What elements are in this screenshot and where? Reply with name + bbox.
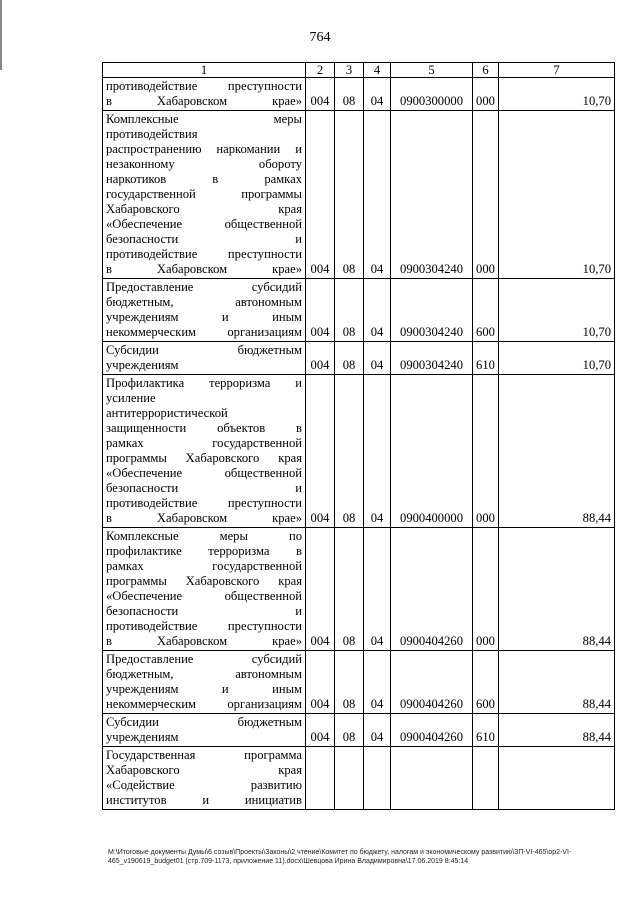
row-name-line: безопасности и [106,481,302,495]
row-name-line: Комплексные меры по [106,529,302,543]
code-cell: 04 [364,342,391,375]
code-cell: 004 [306,714,335,747]
code-cell [306,747,335,810]
budget-table [102,62,615,810]
code-cell: 004 [306,111,335,279]
code-cell: 0900404260 [391,714,473,747]
code-cell [335,747,364,810]
column-header: 3 [335,63,364,78]
table-row [103,528,615,651]
page-number: 764 [309,30,331,45]
row-name-line: в Хабаровском крае» [106,262,302,276]
code-cell: 004 [306,78,335,111]
row-name-line: Субсидии бюджетным [106,343,302,357]
code-cell: 0900400000 [391,375,473,528]
row-name-line: защищенности объектов в [106,421,302,435]
code-cell: 08 [335,375,364,528]
code-cell: 04 [364,651,391,714]
row-name-line: «Обеспечение общественной [106,589,302,603]
amount-cell [499,747,615,810]
table-row [103,651,615,714]
row-name-line: противодействие преступности [106,79,302,93]
table-header-row [103,63,615,78]
row-name-line: Предоставление субсидий [106,652,302,666]
column-header: 4 [364,63,391,78]
row-name-line: программы Хабаровского края [106,451,302,465]
code-cell: 08 [335,279,364,342]
row-name-cell [103,747,306,810]
row-name-line: Комплексные меры [106,112,302,126]
row-name-cell [103,78,306,111]
row-name-line: противодействие преступности [106,247,302,261]
table-row [103,342,615,375]
code-cell: 04 [364,78,391,111]
column-header: 6 [473,63,499,78]
code-cell: 600 [473,651,499,714]
code-cell: 08 [335,111,364,279]
table-row [103,111,615,279]
amount-cell: 88,44 [499,651,615,714]
row-name-line: Хабаровского края [106,202,302,216]
amount-cell: 10,70 [499,111,615,279]
row-name-line: государственной программы [106,187,302,201]
code-cell: 0900404260 [391,528,473,651]
row-name-line: безопасности и [106,604,302,618]
amount-cell: 88,44 [499,714,615,747]
row-name-line: программы Хабаровского края [106,574,302,588]
row-name-line: бюджетным, автономным [106,295,302,309]
code-cell: 04 [364,279,391,342]
code-cell: 000 [473,111,499,279]
amount-cell: 88,44 [499,528,615,651]
code-cell: 0900300000 [391,78,473,111]
row-name-line: Субсидии бюджетным [106,715,302,729]
row-name-line: рамках государственной [106,436,302,450]
code-cell [364,747,391,810]
row-name-line: Предоставление субсидий [106,280,302,294]
code-cell: 04 [364,528,391,651]
row-name-line: некоммерческим организациям [106,697,302,711]
amount-cell: 10,70 [499,342,615,375]
code-cell: 600 [473,279,499,342]
row-name-line: учреждениям [106,358,179,372]
row-name-cell [103,714,306,747]
amount-cell: 10,70 [499,279,615,342]
row-name-line: в Хабаровском крае» [106,634,302,648]
row-name-line: «Обеспечение общественной [106,217,302,231]
footer-line: 465_v190619_budget01 (стр.709-1173, приложение 11).docx\Шевцова Ирина Владимировна\17.06.2019 8:45:14 [108,858,469,865]
code-cell: 08 [335,714,364,747]
code-cell: 004 [306,528,335,651]
row-name-line: противодействия [106,127,198,141]
row-name-cell [103,111,306,279]
code-cell: 004 [306,651,335,714]
column-header: 5 [391,63,473,78]
code-cell: 04 [364,111,391,279]
amount-cell: 88,44 [499,375,615,528]
row-name-line: в Хабаровском крае» [106,94,302,108]
row-name-line: противодействие преступности [106,496,302,510]
amount-cell: 10,70 [499,78,615,111]
row-name-cell [103,279,306,342]
table-row [103,279,615,342]
row-name-line: противодействие преступности [106,619,302,633]
row-name-line: некоммерческим организациям [106,325,302,339]
row-name-line: Хабаровского края [106,763,302,777]
table-row [103,747,615,810]
row-name-cell [103,342,306,375]
row-name-line: учреждениям и иным [106,310,302,324]
row-name-line: незаконному обороту [106,157,302,171]
code-cell: 000 [473,528,499,651]
row-name-line: распространению наркомании и [106,142,302,156]
document-path-footer [108,848,614,866]
column-header: 7 [499,63,615,78]
code-cell: 000 [473,78,499,111]
row-name-cell [103,528,306,651]
code-cell: 004 [306,279,335,342]
row-name-line: «Содействие развитию [106,778,302,792]
row-name-cell [103,375,306,528]
table-row [103,714,615,747]
code-cell: 610 [473,714,499,747]
row-name-line: профилактике терроризма в [106,544,302,558]
code-cell [391,747,473,810]
code-cell: 610 [473,342,499,375]
code-cell: 08 [335,342,364,375]
footer-line: M:\Итоговые документы Думы\6 созыв\Проекты\Законы\2 чтение\Комитет по бюджету, налогам и экономическому развитию\ЗП-VI-465\op2-VI- [108,849,572,856]
row-name-line: учреждениям и иным [106,682,302,696]
column-header: 2 [306,63,335,78]
code-cell: 0900404260 [391,651,473,714]
code-cell: 004 [306,375,335,528]
code-cell: 000 [473,375,499,528]
row-name-line: усиление [106,391,156,405]
code-cell: 04 [364,375,391,528]
row-name-line: учреждениям [106,730,179,744]
code-cell [473,747,499,810]
row-name-line: Профилактика терроризма и [106,376,302,390]
code-cell: 004 [306,342,335,375]
code-cell: 0900304240 [391,111,473,279]
code-cell: 0900304240 [391,279,473,342]
row-name-line: «Обеспечение общественной [106,466,302,480]
column-header: 1 [103,63,306,78]
row-name-cell [103,651,306,714]
code-cell: 08 [335,78,364,111]
row-name-line: наркотиков в рамках [106,172,302,186]
row-name-line: рамках государственной [106,559,302,573]
code-cell: 08 [335,528,364,651]
code-cell: 04 [364,714,391,747]
row-name-line: в Хабаровском крае» [106,511,302,525]
table-row [103,375,615,528]
row-name-line: Государственная программа [106,748,302,762]
table-row [103,78,615,111]
code-cell: 08 [335,651,364,714]
row-name-line: безопасности и [106,232,302,246]
row-name-line: антитеррористической [106,406,228,420]
code-cell: 0900304240 [391,342,473,375]
row-name-line: бюджетным, автономным [106,667,302,681]
row-name-line: институтов и инициатив [106,793,302,807]
